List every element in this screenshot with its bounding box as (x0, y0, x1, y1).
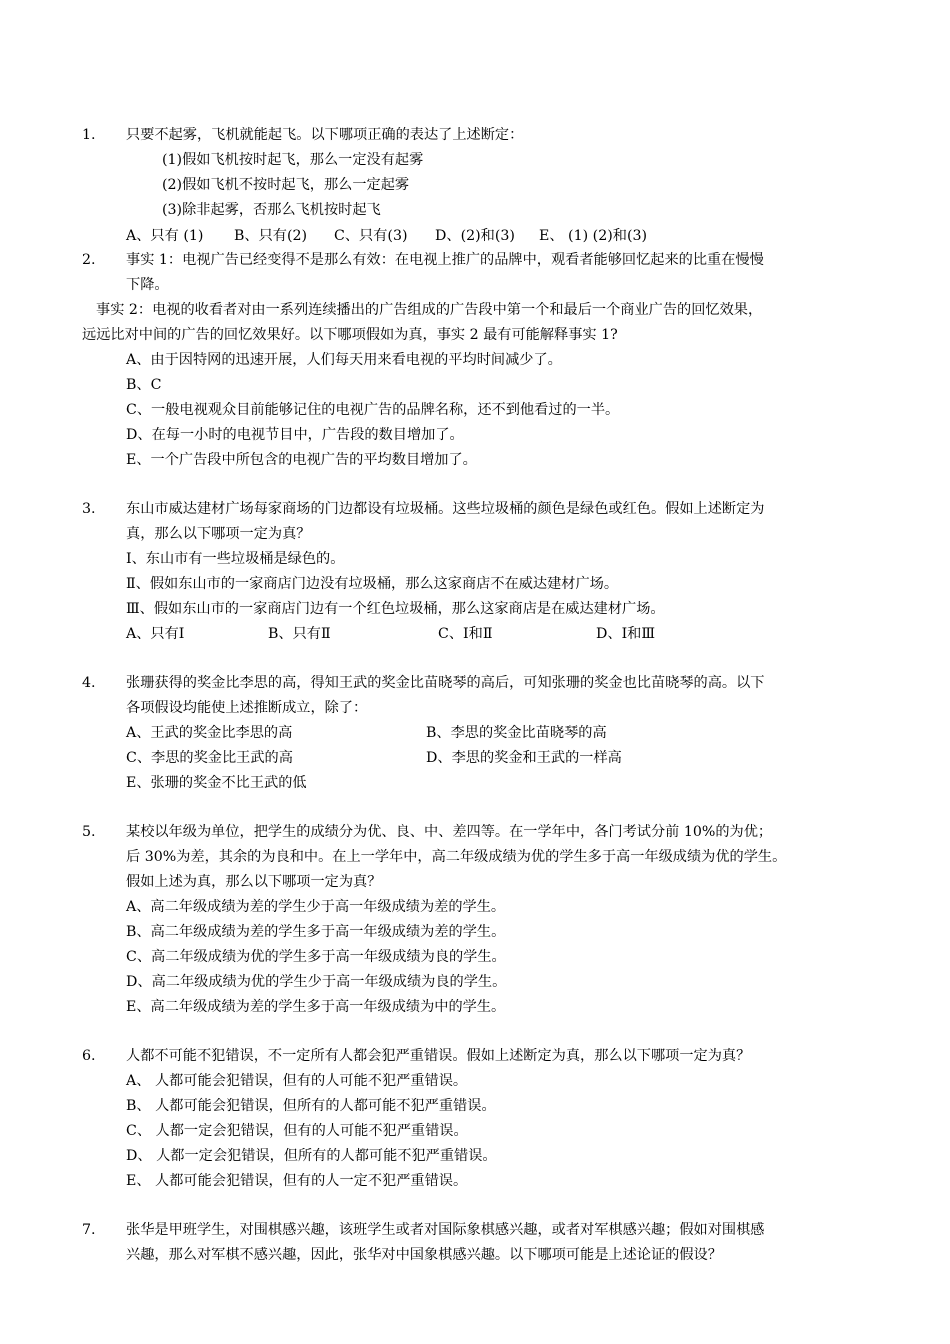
answer-option: E、张珊的奖金不比王武的低 (126, 775, 307, 791)
question-stem: 各项假设均能使上述推断成立，除了： (126, 700, 368, 716)
answer-option: A、高二年级成绩为差的学生少于高一年级成绩为差的学生。 (126, 899, 506, 915)
question-stem: 只要不起雾，飞机就能起飞。以下哪项正确的表达了上述断定： (126, 127, 524, 143)
answer-option: D、李思的奖金和王武的一样高 (426, 750, 622, 766)
question-stem: 张华是甲班学生，对围棋感兴趣，该班学生或者对国际象棋感兴趣，或者对军棋感兴趣；假如对围棋感 (126, 1222, 765, 1238)
statement-item: Ⅱ、假如东山市的一家商店门边没有垃圾桶，那么这家商店不在威达建材广场。 (126, 576, 619, 592)
question-stem: 事实 1：电视广告已经变得不是那么有效：在电视上推广的品牌中，观看者能够回忆起来的比重在慢慢 (126, 252, 764, 268)
statement-item: Ⅰ、东山市有一些垃圾桶是绿色的。 (126, 551, 345, 567)
question-text: 远远比对中间的广告的回忆效果好。以下哪项假如为真，事实 2 最有可能解释事实 1? (82, 327, 618, 343)
question-stem: 真，那么以下哪项一定为真？ (126, 526, 311, 542)
answer-option: D、高二年级成绩为优的学生少于高一年级成绩为良的学生。 (126, 974, 507, 990)
question-number: 1. (82, 127, 96, 143)
question-stem: 东山市威达建材广场每家商场的门边都设有垃圾桶。这些垃圾桶的颜色是绿色或红色。假如上述断定为 (126, 501, 765, 517)
question-stem: 假如上述为真，那么以下哪项一定为真？ (126, 874, 382, 890)
answer-option: A、 人都可能会犯错误，但有的人可能不犯严重错误。 (126, 1073, 468, 1089)
question-number: 4. (82, 675, 96, 691)
statement-item: Ⅲ、假如东山市的一家商店门边有一个红色垃圾桶，那么这家商店是在威达建材广场。 (126, 601, 665, 617)
answer-option: A、由于因特网的迅速开展，人们每天用来看电视的平均时间减少了。 (126, 352, 562, 368)
answer-option: E、 人都可能会犯错误，但有的人一定不犯严重错误。 (126, 1173, 468, 1189)
answer-option: A、只有 (1) (126, 228, 204, 244)
question-stem: 后 30%为差，其余的为良和中。在上一学年中，高二年级成绩为优的学生多于高一年级成绩为优的学生。 (126, 849, 787, 865)
answer-option: C、只有(3) (334, 228, 408, 244)
statement-item: (1)假如飞机按时起飞，那么一定没有起雾 (162, 152, 424, 168)
question-number: 6. (82, 1048, 96, 1064)
answer-option: C、 人都一定会犯错误，但有的人可能不犯严重错误。 (126, 1123, 468, 1139)
answer-option: C、李思的奖金比王武的高 (126, 750, 293, 766)
answer-option: B、李思的奖金比苗晓琴的高 (426, 725, 607, 741)
answer-option: D、在每一小时的电视节目中，广告段的数目增加了。 (126, 427, 464, 443)
question-stem: 人都不可能不犯错误，不一定所有人都会犯严重错误。假如上述断定为真，那么以下哪项一定为真？ (126, 1048, 751, 1064)
question-text: 事实 2：电视的收看者对由一系列连续播出的广告组成的广告段中第一个和最后一个商业广告的回忆效果， (96, 302, 763, 318)
answer-option: D、 人都一定会犯错误，但所有的人都可能不犯严重错误。 (126, 1148, 497, 1164)
answer-option: B、只有Ⅱ (268, 626, 331, 642)
answer-option: E、一个广告段中所包含的电视广告的平均数目增加了。 (126, 452, 477, 468)
statement-item: (3)除非起雾，否那么飞机按时起飞 (162, 202, 381, 218)
answer-option: B、高二年级成绩为差的学生多于高一年级成绩为差的学生。 (126, 924, 506, 940)
answer-option: A、只有Ⅰ (126, 626, 185, 642)
answer-option: C、Ⅰ和Ⅱ (438, 626, 493, 642)
question-stem: 某校以年级为单位，把学生的成绩分为优、良、中、差四等。在一学年中，各门考试分前 10%的为优； (126, 824, 773, 840)
question-number: 2. (82, 252, 96, 268)
answer-option: A、王武的奖金比李思的高 (126, 725, 293, 741)
question-stem: 兴趣，那么对军棋不感兴趣，因此，张华对中国象棋感兴趣。以下哪项可能是上述论证的假设？ (126, 1247, 722, 1263)
answer-option: C、高二年级成绩为优的学生多于高一年级成绩为良的学生。 (126, 949, 506, 965)
question-number: 5. (82, 824, 96, 840)
question-stem: 下降。 (126, 277, 169, 293)
question-number: 3. (82, 501, 96, 517)
statement-item: (2)假如飞机不按时起飞，那么一定起雾 (162, 177, 410, 193)
answer-option: E、 (1) (2)和(3) (539, 228, 648, 244)
answer-option: E、高二年级成绩为差的学生多于高一年级成绩为中的学生。 (126, 999, 506, 1015)
answer-option: B、只有(2) (234, 228, 308, 244)
answer-option: D、Ⅰ和Ⅲ (596, 626, 656, 642)
question-number: 7. (82, 1222, 96, 1238)
question-stem: 张珊获得的奖金比李思的高，得知王武的奖金比苗晓琴的高后，可知张珊的奖金也比苗晓琴的高。以下 (126, 675, 765, 691)
answer-option: B、 人都可能会犯错误，但所有的人都可能不犯严重错误。 (126, 1098, 496, 1114)
answer-option: B、C (126, 377, 162, 393)
answer-option: C、一般电视观众目前能够记住的电视广告的品牌名称，还不到他看过的一半。 (126, 402, 620, 418)
answer-option: D、(2)和(3) (435, 228, 515, 244)
